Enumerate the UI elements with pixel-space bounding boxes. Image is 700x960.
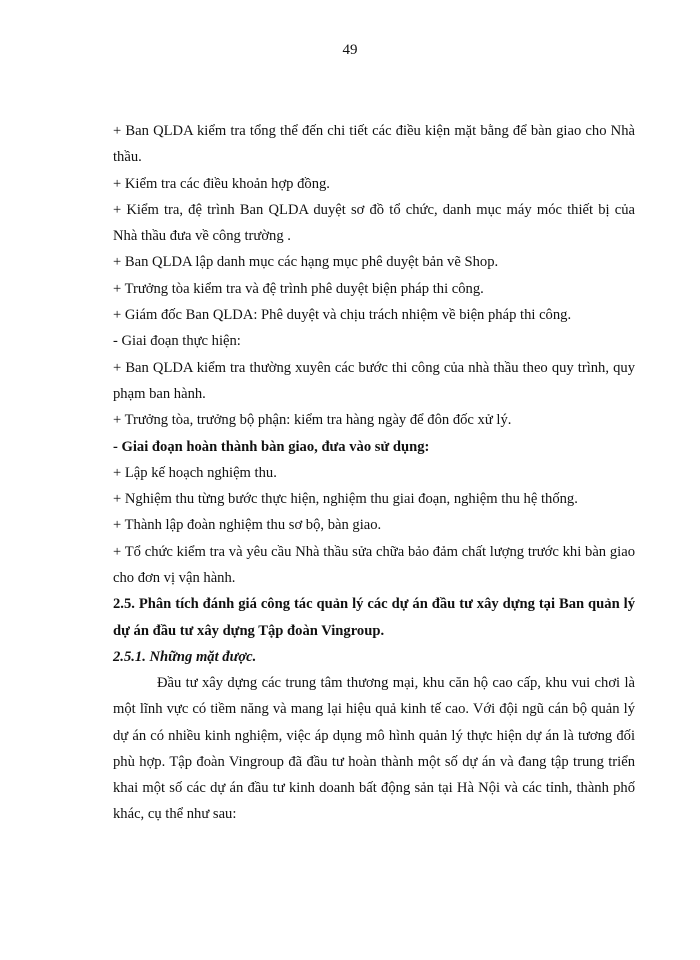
paragraph: + Giám đốc Ban QLDA: Phê duyệt và chịu trách nhiệm về biện pháp thi công. bbox=[113, 307, 572, 324]
paragraph: + Trưởng tòa kiểm tra và đệ trình phê duyệt biện pháp thi công. bbox=[113, 280, 484, 297]
paragraph: + Ban QLDA lập danh mục các hạng mục phê duyệt bản vẽ Shop. bbox=[113, 254, 499, 271]
paragraph: + Kiểm tra, đệ trình Ban QLDA duyệt sơ đồ tổ chức, danh mục máy móc thiết bị của Nhà thầu đưa về công trường . bbox=[113, 201, 635, 245]
stage-heading: - Giai đoạn hoàn thành bàn giao, đưa vào sử dụng: bbox=[113, 438, 430, 455]
paragraph: + Trưởng tòa, trưởng bộ phận: kiểm tra hàng ngày để đôn đốc xử lý. bbox=[113, 412, 512, 429]
stage-item: + Lập kế hoạch nghiệm thu. bbox=[113, 464, 277, 481]
subsection-heading: 2.5.1. Những mặt được. bbox=[113, 648, 257, 665]
paragraph: + Ban QLDA kiểm tra tổng thể đến chi tiết các điều kiện mặt bằng để bàn giao cho Nhà thầu. bbox=[113, 123, 635, 166]
document-body bbox=[113, 118, 635, 827]
section-heading: 2.5. Phân tích đánh giá công tác quản lý các dự án đầu tư xây dựng tại Ban quản lý dự án đầu tư xây dựng Tập đoàn Vingroup. bbox=[113, 596, 635, 639]
page-number: 49 bbox=[342, 42, 358, 58]
body-paragraph: Đầu tư xây dựng các trung tâm thương mại, khu căn hộ cao cấp, khu vui chơi là một lĩnh vực có tiềm năng và mang lại hiệu quả kinh tế cao. Với đội ngũ cán bộ quản lý dự án có nhiều kinh nghiệm, việc áp dụng mô hình quản lý thực hiện dự án là tương đối phù hợp. Tập đoàn Vingroup đã đầu tư hoàn thành một số dự án và đang tập trung triển khai một số các dự án đầu tư kinh doanh bất động sản tại Hà Nội và các tỉnh, thành phố khác, cụ thể như sau: bbox=[113, 675, 635, 823]
stage-item: + Tổ chức kiểm tra và yêu cầu Nhà thầu sửa chữa bảo đảm chất lượng trước khi bàn giao cho đơn vị vận hành. bbox=[113, 543, 635, 587]
paragraph: - Giai đoạn thực hiện: bbox=[113, 333, 241, 350]
stage-item: + Nghiệm thu từng bước thực hiện, nghiệm thu giai đoạn, nghiệm thu hệ thống. bbox=[113, 491, 578, 508]
paragraph: + Kiểm tra các điều khoản hợp đồng. bbox=[113, 175, 330, 192]
paragraph: + Ban QLDA kiểm tra thường xuyên các bước thi công của nhà thầu theo quy trình, quy phạm ban hành. bbox=[113, 359, 635, 402]
stage-item: + Thành lập đoàn nghiệm thu sơ bộ, bàn giao. bbox=[113, 517, 382, 534]
